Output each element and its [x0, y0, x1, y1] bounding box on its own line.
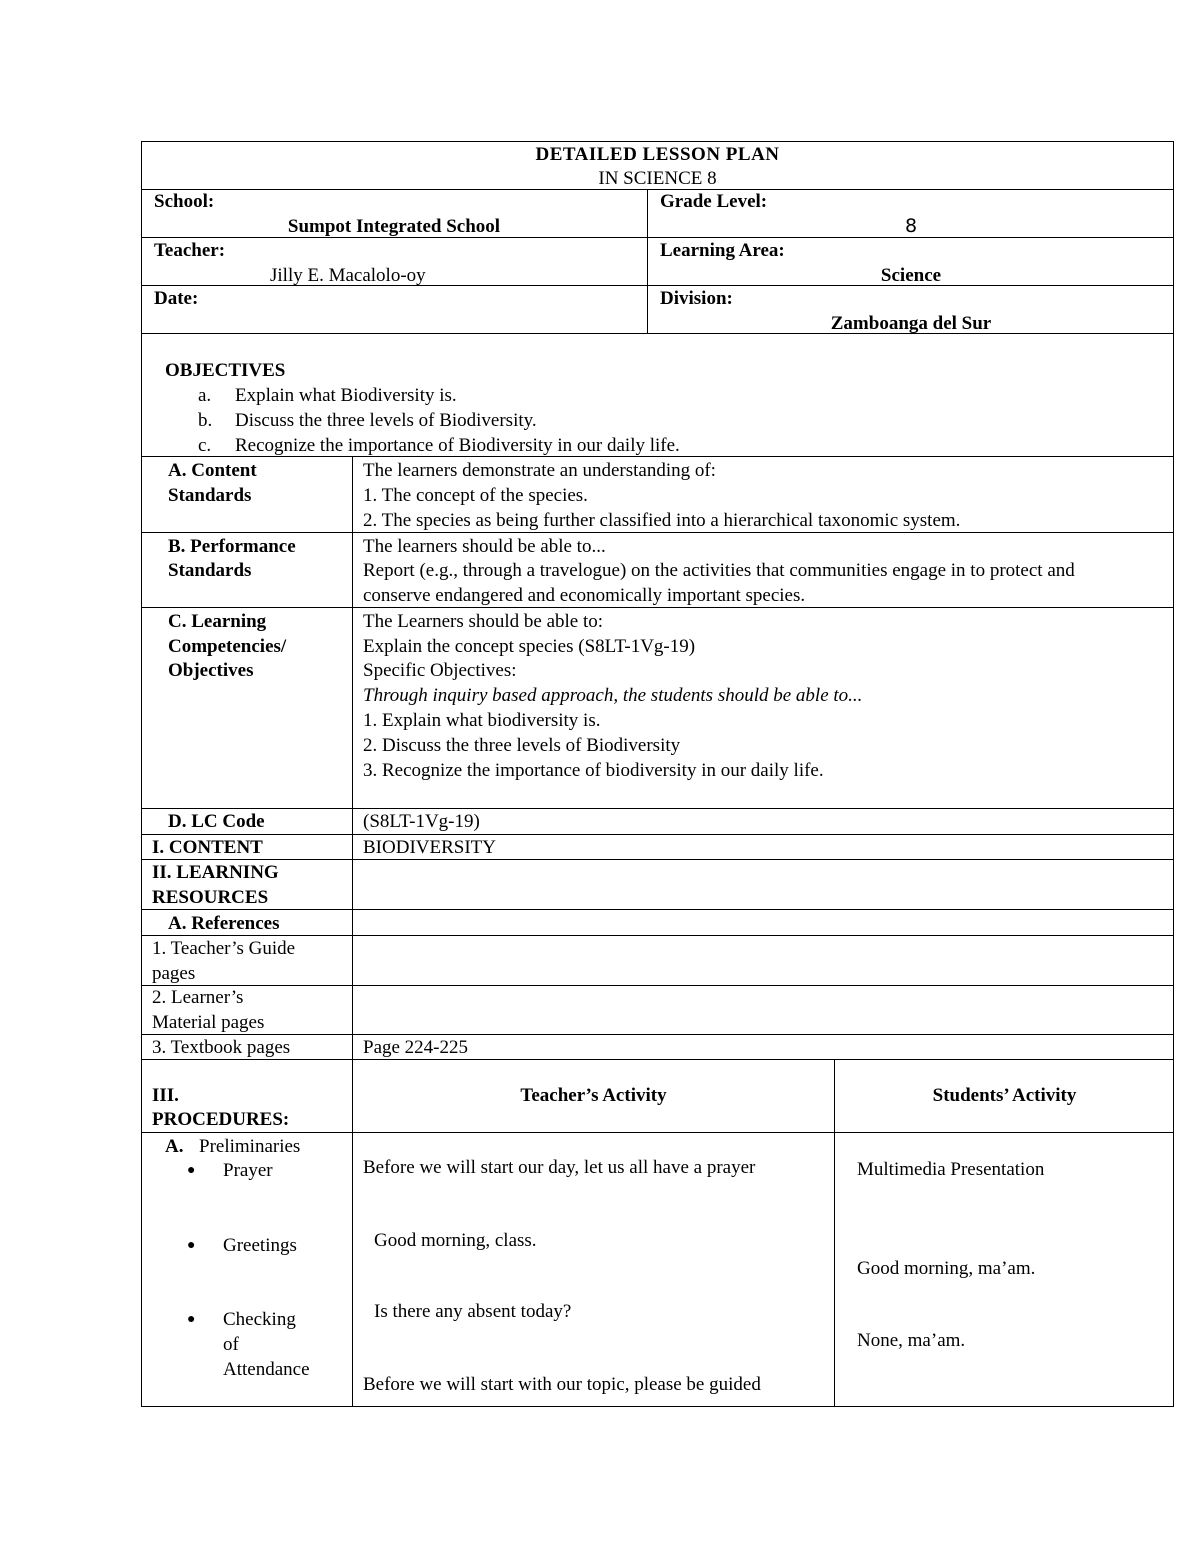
competencies-label: Objectives — [168, 660, 254, 681]
row-divider — [141, 859, 1174, 860]
content-label: I. CONTENT — [152, 837, 263, 858]
column-divider — [352, 456, 353, 1407]
teacher-activity-line: Before we will start with our topic, please be guided — [363, 1374, 761, 1395]
content-value: BIODIVERSITY — [363, 837, 496, 858]
preliminary-item: Attendance — [223, 1359, 310, 1380]
school-value: Sumpot Integrated School — [287, 216, 501, 237]
teachers-guide-label: pages — [152, 963, 196, 984]
objective-letter: a. — [198, 385, 212, 406]
column-divider — [834, 1059, 835, 1407]
content-standards-label: Standards — [168, 485, 252, 506]
content-standards-line: The learners demonstrate an understanding of: — [363, 460, 716, 481]
objective-letter: b. — [198, 410, 213, 431]
competencies-line: The Learners should be able to: — [363, 611, 604, 632]
competencies-label: Competencies/ — [168, 636, 287, 657]
grade-level-value: 8 — [904, 215, 918, 237]
preliminaries-letter: A. — [165, 1136, 184, 1157]
preliminaries-label: Preliminaries — [199, 1136, 301, 1157]
content-standards-line: 1. The concept of the species. — [363, 485, 588, 506]
teacher-activity-line: Good morning, class. — [374, 1230, 537, 1251]
students-activity-header: Students’ Activity — [932, 1085, 1077, 1106]
student-activity-line: None, ma’am. — [857, 1330, 966, 1351]
preliminary-item: Prayer — [223, 1160, 273, 1181]
lc-code-label: D. LC Code — [168, 811, 265, 832]
division-label: Division: — [660, 288, 733, 309]
objective-item: Discuss the three levels of Biodiversity. — [235, 410, 537, 431]
textbook-pages-label: 3. Textbook pages — [152, 1037, 291, 1058]
performance-standards-label: Standards — [168, 560, 252, 581]
student-activity-line: Good morning, ma’am. — [857, 1258, 1036, 1279]
teacher-label: Teacher: — [154, 240, 226, 261]
lc-code-value: (S8LT-1Vg-19) — [363, 811, 480, 832]
objectives-heading: OBJECTIVES — [165, 360, 286, 381]
document-title: DETAILED LESSON PLAN — [535, 144, 780, 165]
row-divider — [141, 1034, 1174, 1035]
learning-resources-label: RESOURCES — [152, 887, 269, 908]
competencies-line: 2. Discuss the three levels of Biodiversity — [363, 735, 681, 756]
learning-area-value: Science — [880, 265, 942, 286]
learning-area-label: Learning Area: — [660, 240, 785, 261]
performance-standards-label: B. Performance — [168, 536, 296, 557]
procedures-label: III. — [152, 1085, 179, 1106]
teacher-value: Jilly E. Macalolo-oy — [270, 265, 426, 286]
row-divider — [141, 1132, 1174, 1133]
competencies-line: 1. Explain what biodiversity is. — [363, 710, 601, 731]
objective-item: Explain what Biodiversity is. — [235, 385, 457, 406]
row-divider — [141, 834, 1174, 835]
procedures-label: PROCEDURES: — [152, 1109, 290, 1130]
performance-standards-line: conserve endangered and economically important species. — [363, 585, 806, 606]
competencies-line: Specific Objectives: — [363, 660, 517, 681]
performance-standards-line: The learners should be able to... — [363, 536, 606, 557]
learning-resources-label: II. LEARNING — [152, 862, 279, 883]
preliminary-item: Greetings — [223, 1235, 297, 1256]
school-label: School: — [154, 191, 215, 212]
learners-material-label: Material pages — [152, 1012, 265, 1033]
learners-material-label: 2. Learner’s — [152, 987, 244, 1008]
teacher-activity-header: Teacher’s Activity — [520, 1085, 667, 1106]
competencies-line: Explain the concept species (S8LT-1Vg-19) — [363, 636, 696, 657]
row-divider — [141, 808, 1174, 809]
row-divider — [141, 1059, 1174, 1060]
row-divider — [141, 909, 1174, 910]
content-standards-label: A. Content — [168, 460, 257, 481]
competencies-line: Through inquiry based approach, the students should be able to... — [363, 685, 863, 706]
teachers-guide-label: 1. Teacher’s Guide — [152, 938, 296, 959]
date-label: Date: — [154, 288, 199, 309]
document-subtitle: IN SCIENCE 8 — [598, 168, 717, 189]
preliminary-item: of — [223, 1334, 239, 1355]
teacher-activity-line: Is there any absent today? — [374, 1301, 572, 1322]
grade-level-label: Grade Level: — [660, 191, 768, 212]
division-value: Zamboanga del Sur — [830, 313, 992, 334]
row-divider — [141, 985, 1174, 986]
textbook-pages-value: Page 224-225 — [363, 1037, 469, 1058]
competencies-line: 3. Recognize the importance of biodiversity in our daily life. — [363, 760, 824, 781]
content-standards-line: 2. The species as being further classified into a hierarchical taxonomic system. — [363, 510, 961, 531]
bullet-icon: ● — [187, 1163, 196, 1178]
row-divider — [141, 935, 1174, 936]
objective-letter: c. — [198, 435, 212, 456]
student-activity-line: Multimedia Presentation — [857, 1159, 1045, 1180]
references-label: A. References — [168, 913, 280, 934]
competencies-label: C. Learning — [168, 611, 267, 632]
teacher-activity-line: Before we will start our day, let us all have a prayer — [363, 1157, 756, 1178]
performance-standards-line: Report (e.g., through a travelogue) on the activities that communities engage in to protect and — [363, 560, 1075, 581]
preliminary-item: Checking — [223, 1309, 296, 1330]
objective-item: Recognize the importance of Biodiversity in our daily life. — [235, 435, 680, 456]
bullet-icon: ● — [187, 1312, 196, 1327]
bullet-icon: ● — [187, 1238, 196, 1253]
